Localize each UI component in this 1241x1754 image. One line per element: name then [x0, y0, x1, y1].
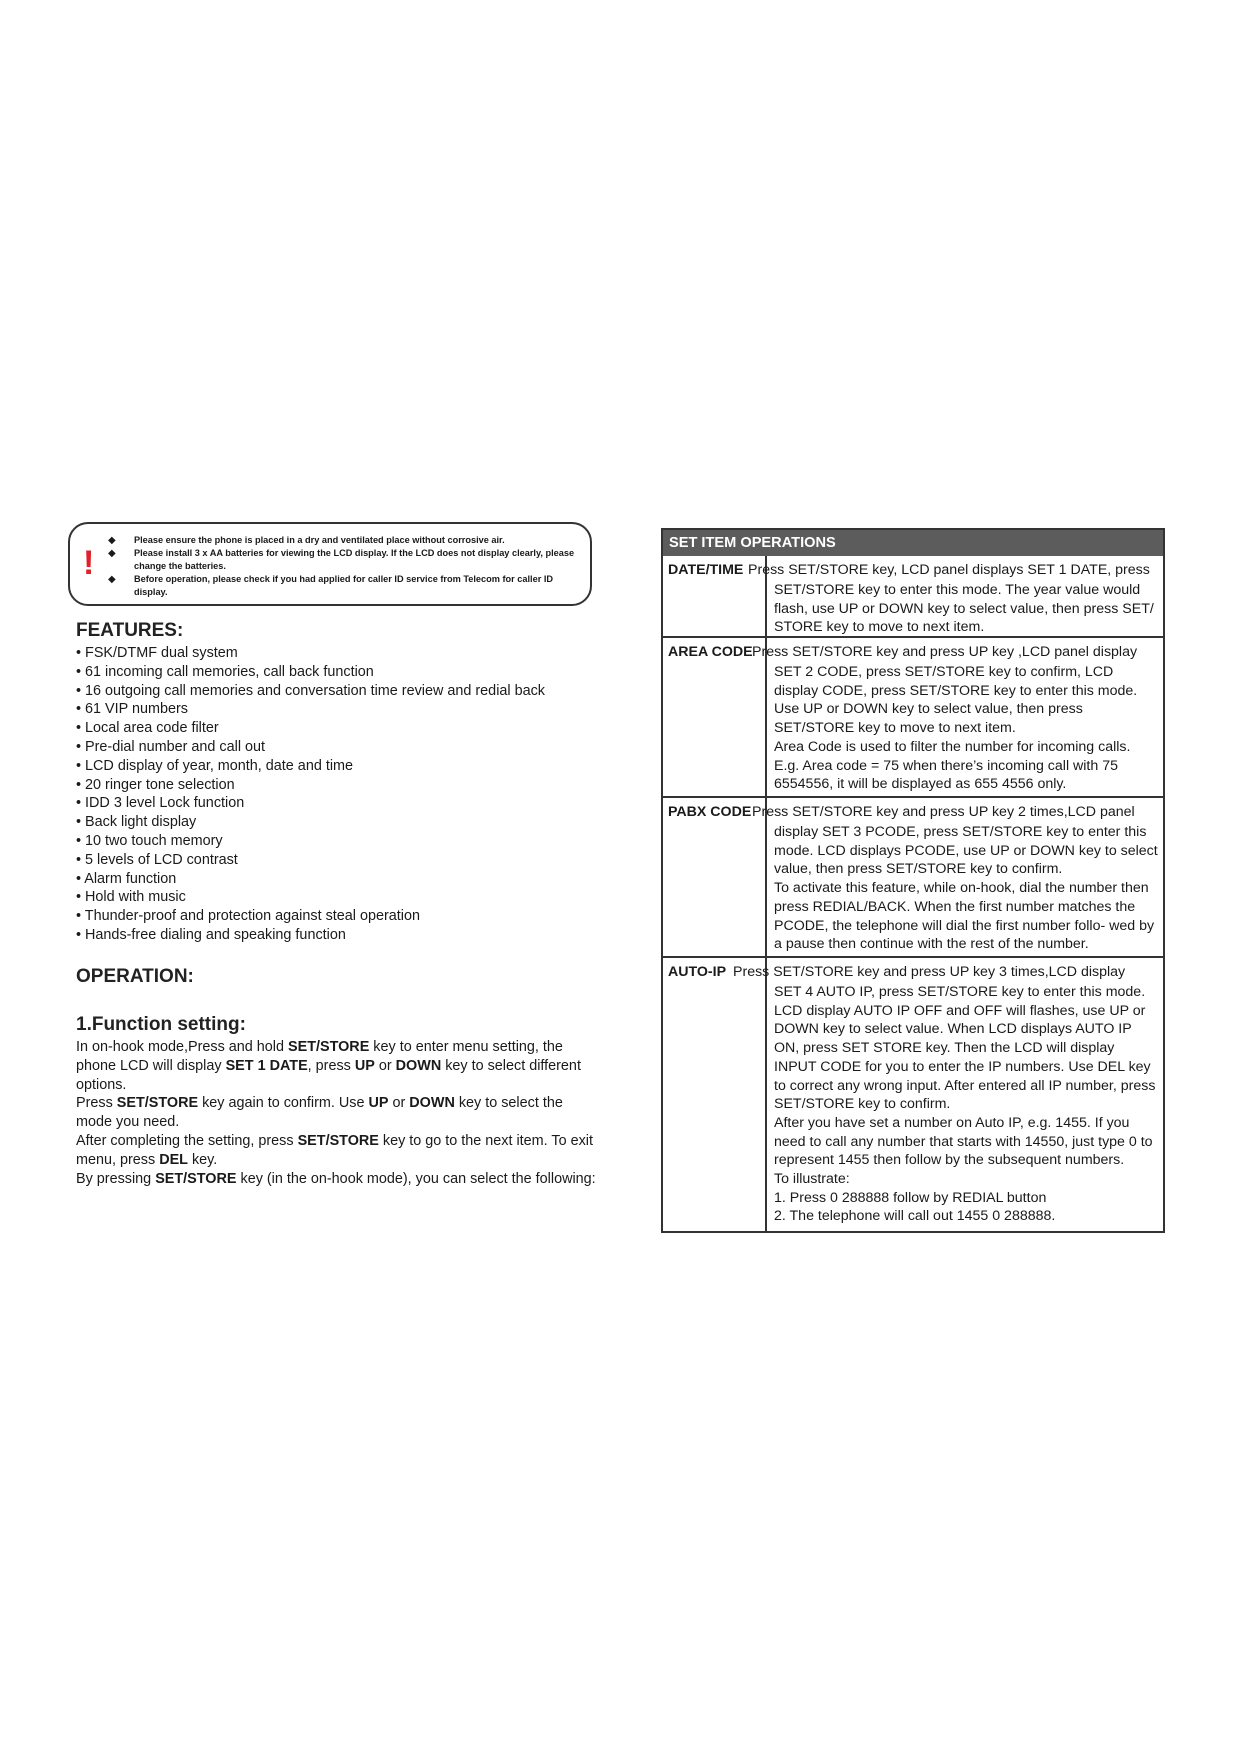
instruction-paragraph: After completing the setting, press SET/STORE key to go to the next item. To exit menu, press DEL key. — [76, 1132, 593, 1168]
feature-item: • 5 levels of LCD contrast — [76, 851, 238, 868]
set-item-operations-table — [661, 528, 1165, 1233]
instruction-paragraph: Press SET/STORE key again to confirm. Use UP or DOWN key to select the mode you need. — [76, 1095, 563, 1131]
feature-item: • Alarm function — [76, 870, 177, 887]
row-description: display SET 3 PCODE, press SET/STORE key to enter this mode. LCD displays PCODE, use UP or DOWN key to select value, then press SET/STORE key to confirm. To activate this feature, while on-hook, dial the number then press REDIAL/BACK. When the first number matches the PCODE, the telephone will dial the first number follo- wed by a pause then continue with the rest of the number. — [774, 824, 1158, 953]
row-description: SET 2 CODE, press SET/STORE key to confirm, LCD display CODE, press SET/STORE key to enter this mode. Use UP or DOWN key to select value, then press SET/STORE key to move to next item. Area Code is used to filter the number for incoming calls. E.g. Area code = 75 when there’s incoming call with 75 6554556, it will be displayed as 655 4556 only. — [774, 664, 1138, 793]
feature-item: • Pre-dial number and call out — [76, 738, 266, 755]
exclamation-icon: ! — [83, 544, 95, 582]
feature-item: • 16 outgoing call memories and conversation time review and redial back — [76, 682, 545, 699]
feature-item: • Back light display — [76, 814, 197, 831]
row-label: AREA CODE — [668, 644, 757, 660]
function-setting-text — [76, 1038, 596, 1188]
table-row — [663, 556, 1163, 638]
feature-item: • Hold with music — [76, 889, 186, 906]
row-description: SET 4 AUTO IP, press SET/STORE key to enter this mode. LCD display AUTO IP OFF and OFF will flashes, use UP or DOWN key to select value. When LCD displays AUTO IP ON, press SET STORE key. Then the LCD will display INPUT CODE for you to enter the IP numbers. Use DEL key to correct any wrong input. After entered all IP number, press SET/STORE key to confirm. After you have set a number on Auto IP, e.g. 1455. If you need to call any number that starts with 14550, just type 0 to represent 1455 then follow by the subsequent numbers. To illustrate: 1. Press 0 288888 follow by REDIAL button 2. The telephone will call out 1455 0 288888. — [774, 984, 1156, 1225]
diamond-bullet-icon: ◆ — [108, 535, 116, 546]
table-row — [663, 638, 1163, 798]
row-first-line: Press SET/STORE key and press UP key 2 times,LCD panel — [752, 804, 1135, 820]
function-setting-heading: 1.Function setting: — [76, 1014, 246, 1035]
feature-item: • LCD display of year, month, date and time — [76, 757, 354, 774]
row-first-line: Press SET/STORE key and press UP key 3 times,LCD display — [733, 964, 1126, 980]
diamond-bullet-icon: ◆ — [108, 548, 116, 559]
feature-item: • IDD 3 level Lock function — [76, 795, 245, 812]
feature-item: • FSK/DTMF dual system — [76, 645, 238, 661]
row-label: AUTO-IP — [668, 964, 730, 980]
table-row — [663, 798, 1163, 958]
feature-item: • Local area code filter — [76, 720, 219, 737]
feature-item: • 20 ringer tone selection — [76, 776, 235, 793]
warning-notice — [68, 522, 592, 606]
feature-item: • Thunder-proof and protection against steal operation — [76, 908, 420, 925]
operation-heading: OPERATION: — [76, 966, 194, 987]
row-label: DATE/TIME — [668, 562, 747, 578]
features-heading: FEATURES: — [76, 620, 184, 641]
row-first-line: Press SET/STORE key, LCD panel displays SET 1 DATE, press — [748, 562, 1150, 578]
feature-item: • 10 two touch memory — [76, 832, 223, 849]
notice-item: ◆ Please ensure the phone is placed in a dry and ventilated place without corrosive air. — [108, 535, 505, 546]
instruction-paragraph: By pressing SET/STORE key (in the on-hook mode), you can select the following: — [76, 1170, 596, 1187]
row-description: SET/STORE key to enter this mode. The year value would flash, use UP or DOWN key to select value, then press SET/ STORE key to move to next item. — [774, 582, 1154, 636]
notice-item: ◆ Before operation, please check if you had applied for caller ID service from Telecom for caller ID display. — [108, 574, 554, 597]
notice-item: ◆ Please install 3 x AA batteries for viewing the LCD display. If the LCD does not display clearly, please change the batteries. — [108, 548, 575, 571]
feature-item: • 61 incoming call memories, call back function — [76, 663, 374, 680]
diamond-bullet-icon: ◆ — [108, 574, 116, 585]
row-first-line: Press SET/STORE key and press UP key ,LCD panel display — [752, 644, 1138, 660]
feature-item: • 61 VIP numbers — [76, 701, 188, 718]
features-list — [76, 644, 596, 945]
notice-list — [108, 534, 584, 599]
feature-item: • Hands-free dialing and speaking function — [76, 926, 346, 943]
row-label: PABX CODE — [668, 804, 755, 820]
table-header: SET ITEM OPERATIONS — [663, 530, 1163, 556]
table-row — [663, 958, 1163, 1231]
instruction-paragraph: In on-hook mode,Press and hold SET/STORE key to enter menu setting, the phone LCD will display SET 1 DATE, press UP or DOWN key to select different options. — [76, 1039, 581, 1093]
